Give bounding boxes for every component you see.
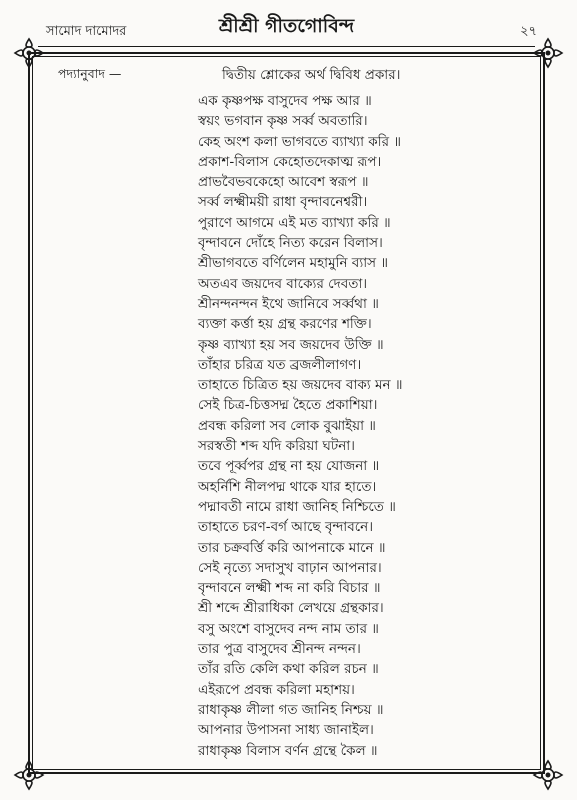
verse-line: তার চক্রবর্ত্তি করি আপনাকে মানে ॥ (198, 539, 386, 556)
verse-line: সর্ব্ব লক্ষ্মীময়ী রাধা বৃন্দাবনেশ্বরী। (198, 194, 368, 211)
verse-list (198, 91, 528, 761)
verse-line: প্রাভবৈভবকেহো আবেশ স্বরূপ ॥ (198, 174, 369, 191)
verse-line: অহর্নিশি নীলপদ্ম থাকে যার হাতে। (198, 478, 377, 495)
page-header (28, 8, 545, 50)
verse-line: শ্রীনন্দনন্দন ইথে জানিবে সর্ব্বথা ॥ (198, 295, 379, 312)
verse-line: সেই নৃত্যে সদাসুখ বাঢ়ান আপনার। (198, 559, 382, 576)
verse-line: তাঁর রতি কেলি কথা করিল রচন ॥ (198, 661, 379, 678)
verse-line: রাধাকৃষ্ণ বিলাস বর্ণন গ্রন্থে কৈল ॥ (198, 742, 378, 759)
verse-line: তবে পূর্ব্বপর গ্রন্থ না হয় যোজনা ॥ (198, 458, 380, 475)
verse-line: অতএব জয়দেব বাক্যের দেবতা। (198, 275, 368, 292)
verse-heading: দ্বিতীয় শ্লোকের অর্থ দ্বিবিধ প্রকার। (222, 67, 401, 83)
verse-line: আপনার উপাসনা সাধ্য জানাইল। (198, 722, 374, 739)
running-header-left: সামোদ দামোদর (46, 24, 127, 39)
verse-line: তার পুত্র বাসুদেব শ্রীনন্দ নন্দন। (198, 641, 361, 658)
page-number: ২৭ (520, 24, 537, 39)
running-header-title: শ্রীশ্রী গীতগোবিন্দ (218, 15, 355, 37)
verse-line: এক কৃষ্ণপক্ষ বাসুদেব পক্ষ আর ॥ (198, 93, 372, 109)
corner-ornament-icon (12, 36, 46, 70)
corner-ornament-icon (531, 36, 565, 70)
verse-line: রাধাকৃষ্ণ লীলা গত জানিহ নিশ্চয় ॥ (198, 701, 384, 718)
verse-line: তাহাতে চরণ-বর্গ আছে বৃন্দাবনে। (198, 519, 374, 536)
corner-ornament-icon (12, 758, 46, 792)
verse-line: বৃন্দাবনে লক্ষ্মী শব্দ না করি বিচার ॥ (198, 580, 381, 597)
verse-line: বৃন্দাবনে দোঁহে নিত্য করেন বিলাস। (198, 235, 383, 252)
verse-line: বসু অংশে বাসুদেব নন্দ নাম তার ॥ (198, 620, 379, 637)
verse-line: তাঁহার চরিত্র যত ব্রজলীলাগণ। (198, 356, 362, 373)
verse-line: প্রবন্ধ করিলা সব লোক বুঝাইয়া ॥ (198, 417, 376, 434)
verse-line: স্বয়ং ভগবান কৃষ্ণ সর্ব্ব অবতারি। (198, 113, 368, 130)
verse-line: সেই চিত্র-চিত্তসদ্ম হৈতে প্রকাশিয়া। (198, 397, 378, 414)
verse-line: কেহ অংশ কলা ভাগবতে ব্যাখ্যা করি ॥ (198, 133, 401, 150)
verse-line: প্রকাশ-বিলাস কেহোতদেকাত্ম রূপ। (198, 153, 382, 170)
section-label: পদ্যানুবাদ — (58, 66, 122, 81)
verse-line: এইরূপে প্রবন্ধ করিলা মহাশয়। (198, 681, 355, 698)
verse-line: পুরাণে আগমে এই মত ব্যাখ্যা করি ॥ (198, 214, 391, 231)
verse-line: শ্রীভাগবতে বর্ণিলেন মহামুনি ব্যাস ॥ (198, 255, 388, 272)
header-rule (38, 46, 535, 47)
verse-line: পদ্মাবতী নামে রাধা জানিহ নিশ্চিতে ॥ (198, 498, 396, 515)
corner-ornament-icon (531, 758, 565, 792)
verse-line: সরস্বতী শব্দ যদি করিয়া ঘটনা। (198, 438, 356, 455)
verse-line: তাহাতে চিত্রিত হয় জয়দেব বাক্য মন ॥ (198, 377, 403, 394)
verse-line: ব্যক্তা কর্ত্তা হয় গ্রন্থ করণের শক্তি। (198, 316, 372, 333)
verse-line: শ্রী শব্দে শ্রীরাধিকা লেখয়ে গ্রন্থকার। (198, 600, 384, 617)
verse-line: কৃষ্ণ ব্যাখ্যা হয় সব জয়দেব উক্তি ॥ (198, 336, 384, 353)
